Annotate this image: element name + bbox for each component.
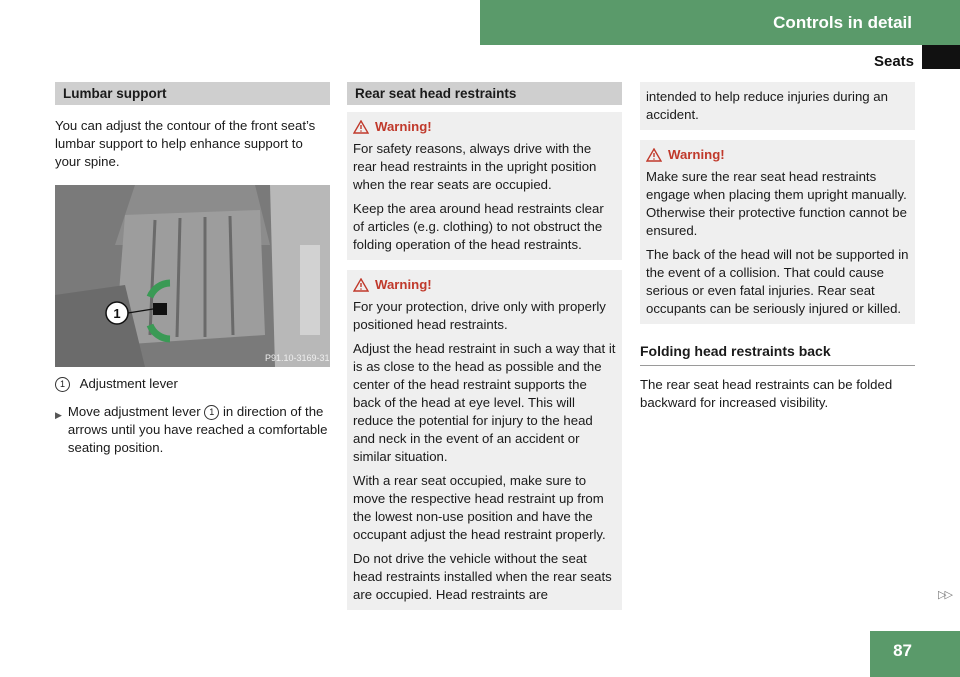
step-arrow-icon: ▶ [55,410,62,420]
section-title: Seats [873,53,914,70]
warning-box-2 [347,270,622,610]
warning-1-p1: For safety reasons, always drive with the rear head restraints in the upright position when the rear seats are occupied. [353,141,597,192]
lumbar-intro: You can adjust the contour of the front seat’s lumbar support to help enhance support to your spine. [55,118,316,169]
section-tab-marker [922,45,960,69]
warning-2-p4: Do not drive the vehicle without the seat head restraints installed when the rear seats are occupied. Head restraints are [353,551,612,602]
step-text-before: Move adjustment lever [67,404,201,419]
legend-number: 1 [55,377,70,392]
warning-box-1 [347,112,622,260]
folding-subheading: Folding head restraints back [640,342,915,366]
page-number: 87 [870,631,960,677]
warning-2-label: Warning! [375,277,432,292]
warning-2-p1: For your protection, drive only with properly positioned head restraints. [353,299,606,332]
warning-2-p3: With a rear seat occupied, make sure to move the respective head restraint up from the lowest non-use position and have the occupant adjust the head restraint properly. [353,473,606,542]
warning-continuation [640,82,915,130]
warning-2-title [353,276,616,294]
warning-2-p2: Adjust the head restraint in such a way that it is as close to the head as possible and the center of the head restraint supports the back of the head at eye level. This will reduce the potential for injury to the head and neck in the event of an accident or similar situation. [353,341,616,464]
lumbar-seat-photo [55,185,330,367]
rear-restraints-heading: Rear seat head restraints [347,82,622,105]
warning-3-label: Warning! [668,147,725,162]
callout-number: 1 [113,306,121,321]
adjust-step [55,403,330,457]
seat-illustration [55,185,330,367]
step-ref-number: 1 [204,405,219,420]
warning-triangle-icon [646,148,662,162]
warning-1-label: Warning! [375,119,432,134]
step-text-after: in direction of the arrows until you have reached a comfortable seating position. [67,404,328,455]
warning-box-3 [640,140,915,324]
chapter-title: Controls in detail [773,12,912,32]
column-folding [640,82,915,412]
legend-label: Adjustment lever [79,376,178,391]
continue-arrow-icon: ▷▷ [938,589,951,601]
folding-body: The rear seat head restraints can be folded backward for increased visibility. [640,377,893,410]
warning-3-p2: The back of the head will not be supported in the event of a collision. That could cause serious or even fatal injuries. Rear seat occupants can be seriously injured or killed. [646,247,909,316]
lumbar-heading: Lumbar support [55,82,330,105]
warning-triangle-icon [353,278,369,292]
warning-1-title [353,118,616,136]
warning-1-p2: Keep the area around head restraints clear of articles (e.g. clothing) to not obstruct the folding operation of the head restraints. [353,201,604,252]
warning-triangle-icon [353,120,369,134]
column-rear-restraints [347,82,622,610]
photo-code: P91.10-3169-31 [265,353,330,363]
warning-continued-text: intended to help reduce injuries during an accident. [646,89,888,122]
warning-3-title [646,146,909,164]
legend-item [55,375,330,393]
chapter-header [480,0,960,45]
column-lumbar [55,82,330,457]
warning-3-p1: Make sure the rear seat head restraints engage when placing them upright manually. Otherwise their protective function cannot be ensured. [646,169,907,238]
